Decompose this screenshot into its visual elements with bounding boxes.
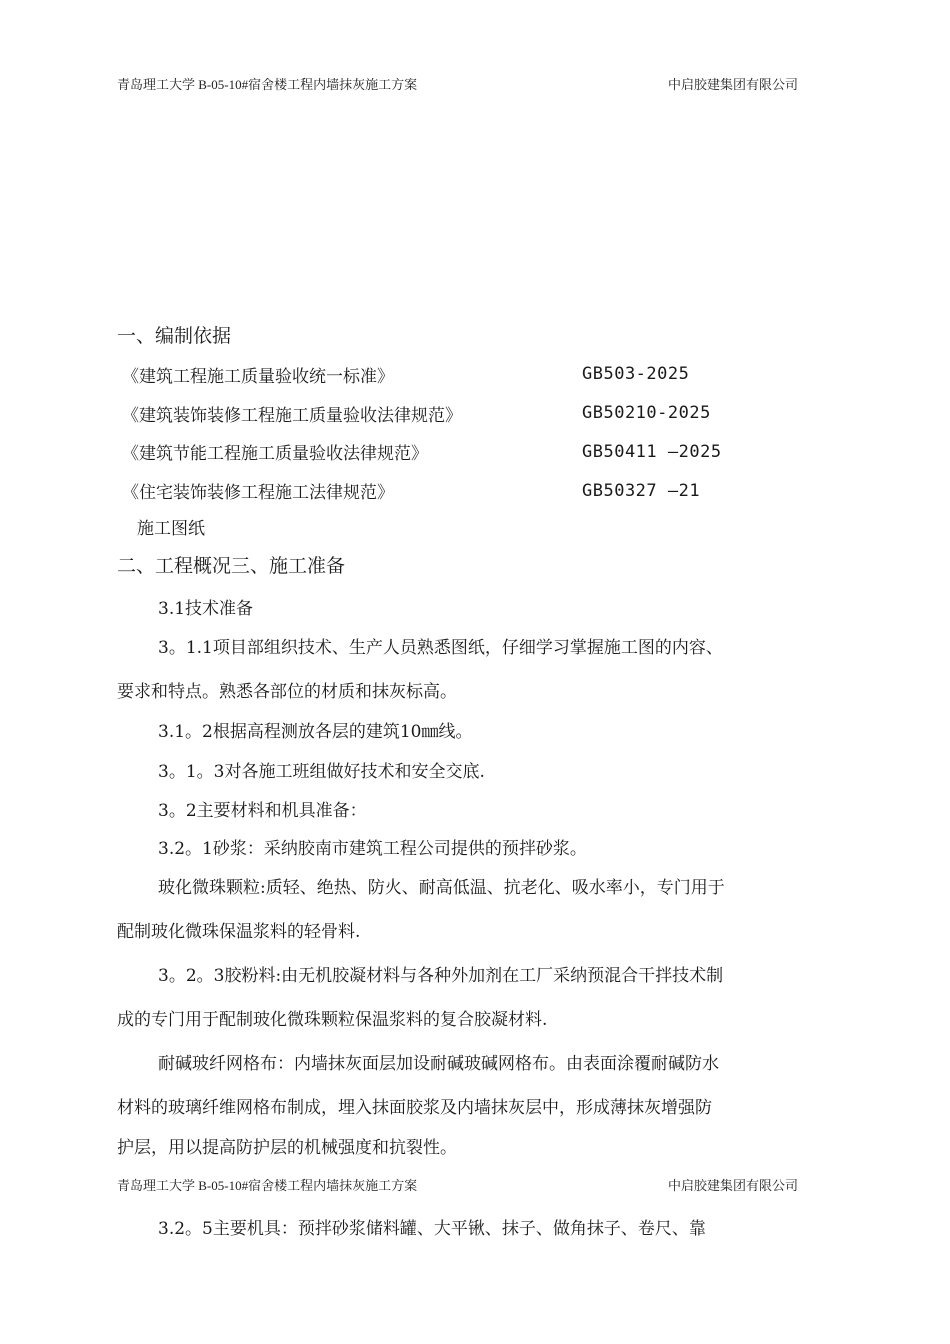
- paragraph-line: 玻化微珠颗粒:质轻、绝热、防火、耐高低温、抗老化、吸水率小，专门用于: [158, 878, 725, 898]
- reference-name: 《住宅装饰装修工程施工法律规范》: [122, 483, 394, 503]
- reference-code: GB50327 —21: [582, 481, 701, 501]
- subsection-heading: 3.1技术准备: [158, 599, 254, 619]
- paragraph-line: 材料的玻璃纤维网格布制成，埋入抹面胶浆及内墙抹灰层中，形成薄抹灰增强防: [117, 1098, 712, 1118]
- paragraph-line: 3.2。5主要机具：预拌砂浆储料罐、大平锹、抹子、做角抹子、卷尺、靠: [158, 1219, 706, 1239]
- reference-code: GB503-2025: [582, 364, 690, 384]
- reference-drawings: 施工图纸: [137, 519, 205, 539]
- paragraph-line: 护层，用以提高防护层的机械强度和抗裂性。: [117, 1138, 457, 1158]
- reference-code: GB50210-2025: [582, 403, 711, 423]
- reference-name: 《建筑工程施工质量验收统一标准》: [122, 367, 394, 387]
- reference-name: 《建筑节能工程施工质量验收法律规范》: [122, 444, 428, 464]
- paragraph-line: 要求和特点。熟悉各部位的材质和抹灰标高。: [117, 682, 457, 702]
- paragraph-line: 耐碱玻纤网格布：内墙抹灰面层加设耐碱玻碱网格布。由表面涂覆耐碱防水: [158, 1054, 719, 1074]
- reference-code: GB50411 —2025: [582, 442, 722, 462]
- subsection-heading: 3。2主要材料和机具准备：: [158, 801, 367, 821]
- footer-title: 青岛理工大学 B-05-10#宿舍楼工程内墙抹灰施工方案: [117, 1178, 418, 1193]
- section-heading: 二、工程概况三、施工准备: [117, 555, 346, 577]
- paragraph-line: 3.1。2根据高程测放各层的建筑10㎜线。: [158, 722, 473, 742]
- reference-name: 《建筑装饰装修工程施工质量验收法律规范》: [122, 406, 462, 426]
- paragraph-line: 成的专门用于配制玻化微珠颗粒保温浆料的复合胶凝材料.: [117, 1010, 548, 1030]
- footer-company: 中启胶建集团有限公司: [668, 1178, 799, 1193]
- header-title: 青岛理工大学 B-05-10#宿舍楼工程内墙抹灰施工方案: [117, 77, 418, 92]
- paragraph-line: 3。2。3胶粉料:由无机胶凝材料与各种外加剂在工厂采纳预混合干拌技术制: [158, 966, 724, 986]
- paragraph-line: 3。1.1项目部组织技术、生产人员熟悉图纸，仔细学习掌握施工图的内容、: [158, 638, 723, 658]
- paragraph-line: 3.2。1砂浆：采纳胶南市建筑工程公司提供的预拌砂浆。: [158, 839, 587, 859]
- section-heading: 一、编制依据: [117, 325, 232, 347]
- paragraph-line: 3。1。3对各施工班组做好技术和安全交底.: [158, 762, 485, 782]
- header-company: 中启胶建集团有限公司: [668, 77, 799, 92]
- paragraph-line: 配制玻化微珠保温浆料的轻骨料.: [117, 922, 361, 942]
